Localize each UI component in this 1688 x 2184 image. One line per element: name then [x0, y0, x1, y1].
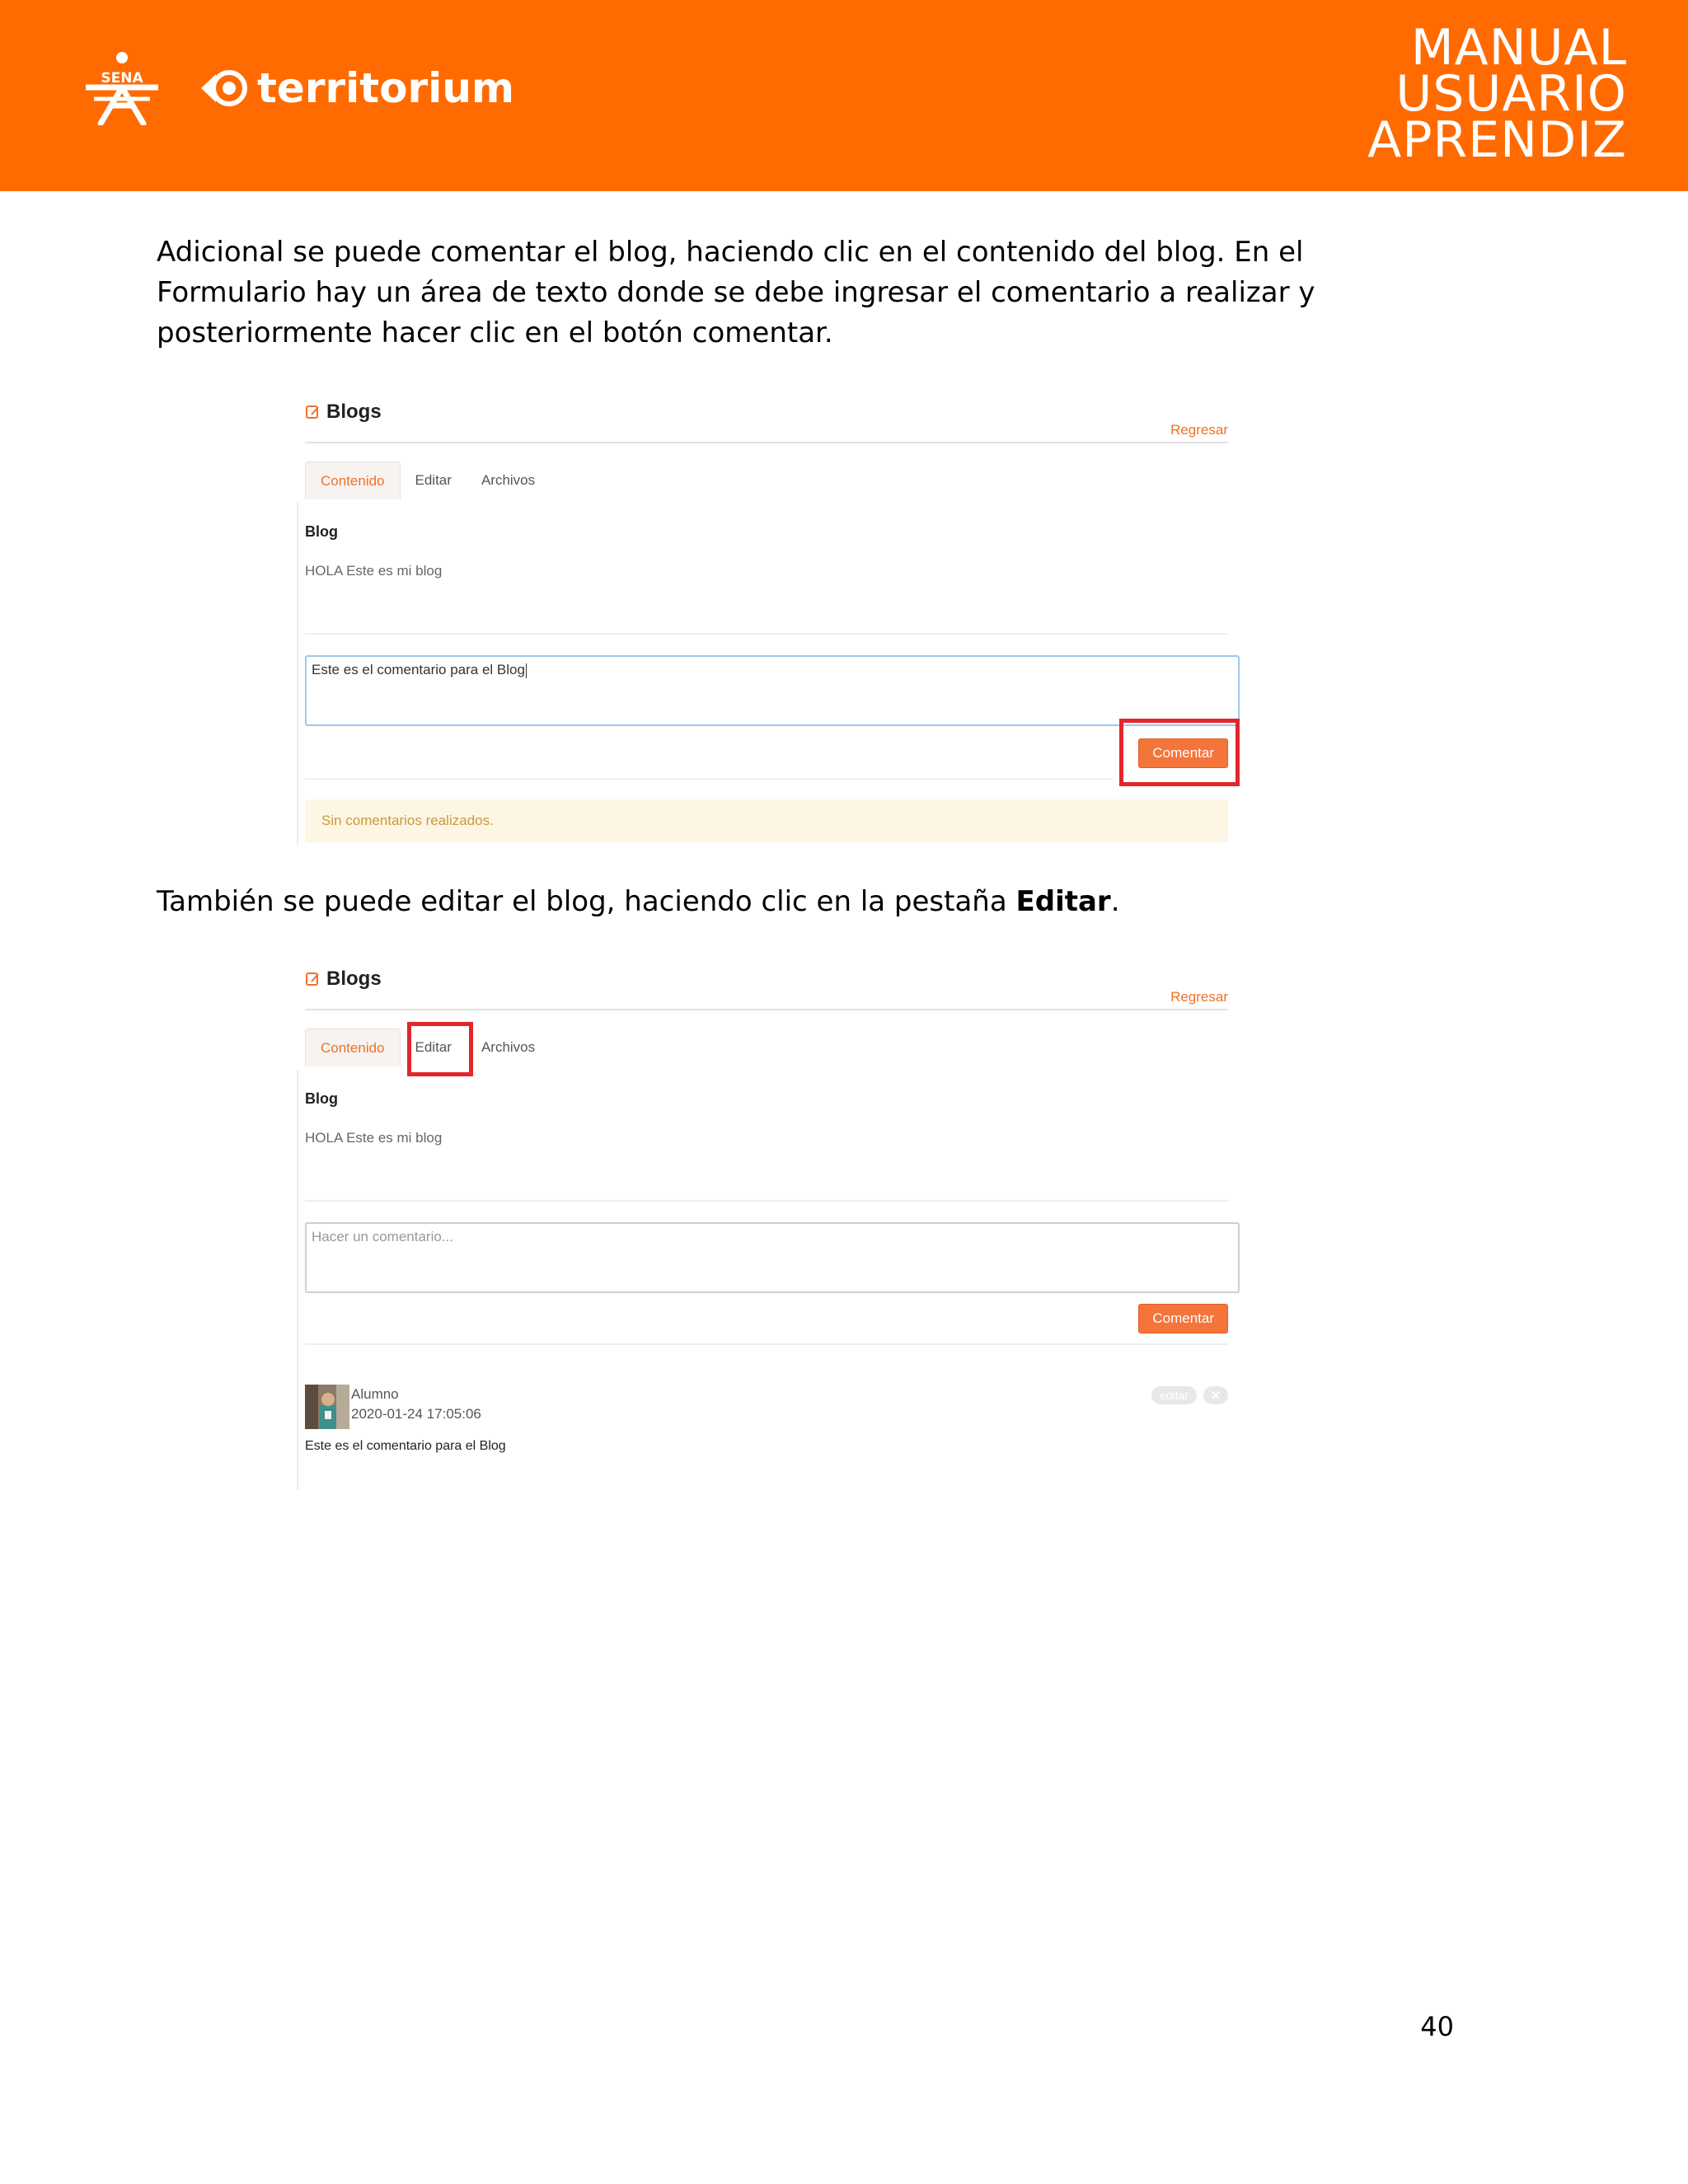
tab-contenido[interactable]: Contenido	[305, 462, 401, 499]
blogs-heading	[305, 968, 382, 991]
comment-placeholder: Hacer un comentario...	[312, 1229, 453, 1244]
edit-note-icon	[305, 404, 321, 420]
edit-paragraph	[157, 882, 1459, 922]
sena-logo-icon	[82, 51, 162, 125]
divider	[305, 1009, 1228, 1010]
tab-archivos[interactable]: Archivos	[481, 472, 536, 488]
tab-bar	[305, 462, 550, 499]
divider	[305, 778, 1113, 780]
comentar-button[interactable]: Comentar	[1138, 1304, 1228, 1333]
divider	[305, 633, 1228, 635]
sena-wordmark: SENA	[101, 70, 143, 87]
empty-comments-notice: Sin comentarios realizados.	[305, 799, 1228, 842]
divider	[305, 1343, 1228, 1345]
edit-comment-button[interactable]: editar	[1151, 1386, 1197, 1404]
blog-content[interactable]: HOLA Este es mi blog	[305, 563, 443, 579]
comment-author: Alumno	[351, 1386, 399, 1402]
avatar	[305, 1385, 349, 1429]
edit-paragraph-text: También se puede editar el blog, haciendo clic en la pestaña	[157, 885, 1016, 918]
page-title: Blogs	[326, 968, 382, 990]
blog-label: Blog	[305, 1090, 338, 1107]
blogs-heading	[305, 401, 382, 424]
manual-title	[1367, 19, 1627, 169]
page-header	[0, 0, 1688, 191]
comment-date: 2020-01-24 17:05:06	[351, 1406, 481, 1422]
comment-text: Este es el comentario para el Blog	[305, 1439, 506, 1453]
eye-target-icon	[198, 68, 252, 109]
divider	[297, 1070, 298, 1490]
divider	[305, 1200, 1228, 1202]
edit-note-icon	[305, 971, 321, 987]
territorium-wordmark: territorium	[257, 64, 515, 112]
highlight-box	[1119, 719, 1240, 786]
manual-title-line: USUARIO	[1395, 65, 1627, 123]
tab-contenido[interactable]: Contenido	[305, 1029, 401, 1066]
blog-label: Blog	[305, 523, 338, 540]
divider	[297, 503, 298, 845]
close-icon	[1212, 1391, 1220, 1399]
tab-editar[interactable]: Editar	[415, 1039, 452, 1055]
divider	[305, 442, 1228, 443]
edit-paragraph-end: .	[1110, 885, 1120, 918]
manual-title-line: APRENDIZ	[1367, 111, 1627, 169]
blog-content[interactable]: HOLA Este es mi blog	[305, 1130, 443, 1146]
page-number: 40	[1420, 2011, 1454, 2042]
comment-textarea[interactable]	[305, 655, 1240, 726]
blog-edit-screenshot	[297, 963, 1245, 1490]
edit-paragraph-bold: Editar	[1015, 885, 1111, 918]
comment-value: Este es el comentario para el Blog	[312, 662, 525, 677]
manual-title-line: MANUAL	[1410, 19, 1627, 77]
back-link[interactable]: Regresar	[1170, 422, 1228, 438]
blog-comment-screenshot	[297, 396, 1245, 845]
tab-archivos[interactable]: Archivos	[481, 1039, 536, 1055]
text-caret	[526, 663, 527, 678]
territorium-logo	[198, 61, 514, 115]
page-title: Blogs	[326, 401, 382, 423]
comentar-button[interactable]: Comentar	[1138, 738, 1228, 768]
tab-editar[interactable]: Editar	[415, 472, 452, 488]
delete-comment-button[interactable]	[1203, 1386, 1228, 1404]
highlight-box	[407, 1022, 473, 1076]
intro-paragraph: Adicional se puede comentar el blog, haciendo clic en el contenido del blog. En el Formulario hay un área de texto donde se debe ingresar el comentario a realizar y posteriormente hacer clic en el botón comentar.	[157, 236, 1315, 349]
back-link[interactable]: Regresar	[1170, 989, 1228, 1005]
comment-textarea[interactable]	[305, 1222, 1240, 1293]
